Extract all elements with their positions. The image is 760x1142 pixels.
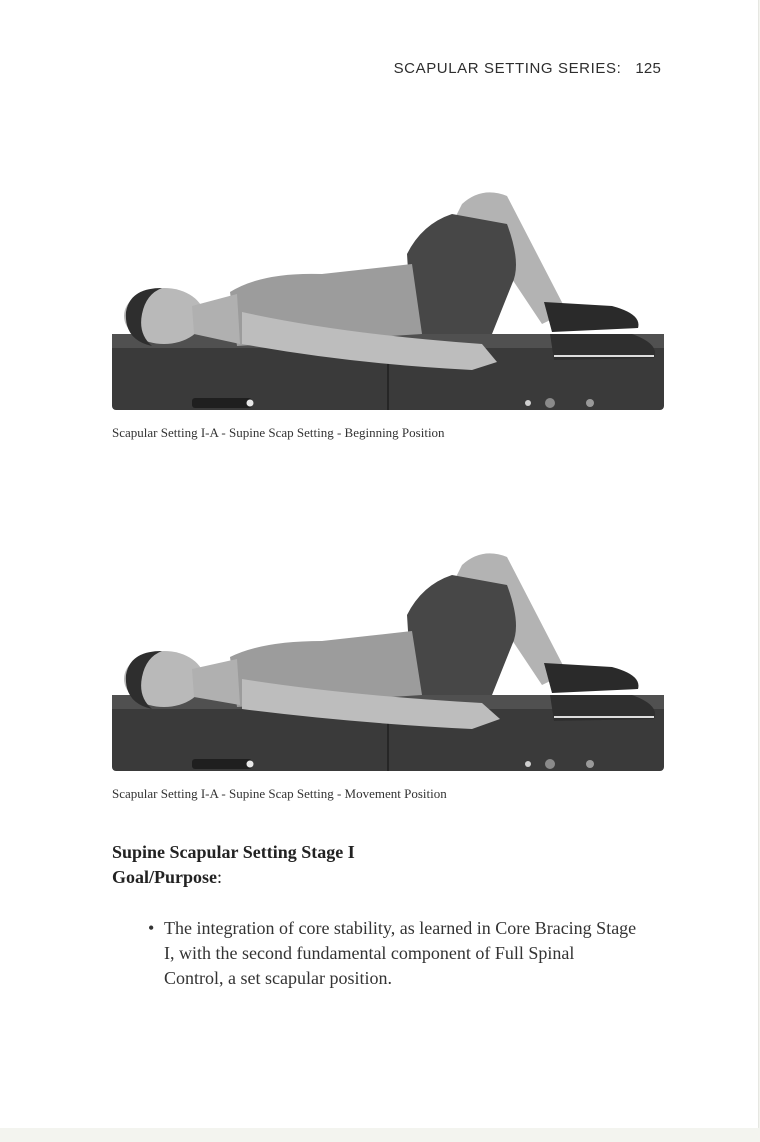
person-on-bench-illustration	[112, 184, 664, 416]
person-on-bench-illustration	[112, 545, 664, 777]
exercise-photo-beginning	[112, 184, 664, 416]
bullet-icon: •	[148, 918, 155, 938]
list-item	[148, 916, 638, 991]
goal-label: Goal/Purpose	[112, 867, 218, 887]
goal-bullet-list	[148, 916, 638, 991]
goal-heading	[112, 867, 222, 888]
bullet-text: The integration of core stability, as learned in Core Bracing Stage I, with the second fundamental component of Full Spinal Control, a set scapular position.	[164, 918, 637, 988]
figure-caption-movement: Scapular Setting I-A - Supine Scap Setting - Movement Position	[112, 786, 447, 801]
running-head	[394, 60, 661, 77]
section-title: Supine Scapular Setting Stage I	[112, 842, 355, 862]
exercise-photo-movement	[112, 545, 664, 777]
page-number: 125	[635, 60, 661, 77]
figure-caption-beginning: Scapular Setting I-A - Supine Scap Setting - Beginning Position	[112, 425, 445, 440]
goal-colon: :	[217, 867, 223, 887]
running-head-section: SCAPULAR SETTING SERIES:	[393, 60, 622, 77]
